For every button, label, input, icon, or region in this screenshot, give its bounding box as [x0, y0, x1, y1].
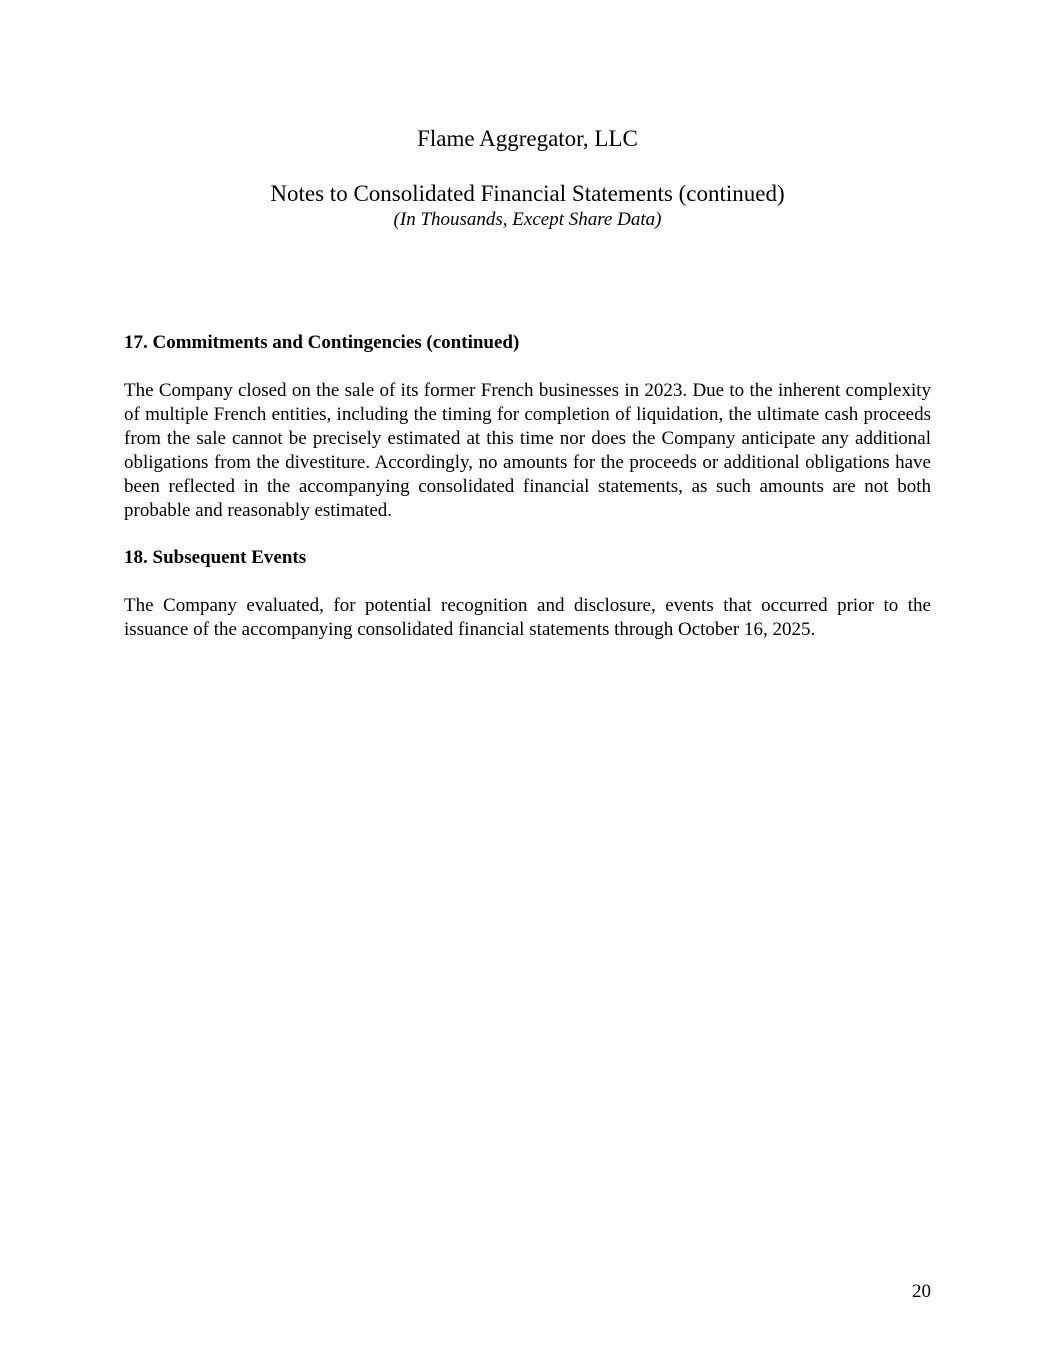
page-subtitle: (In Thousands, Except Share Data) [393, 209, 662, 230]
section-heading-subsequent-events: 18. Subsequent Events [124, 547, 307, 568]
page-number: 20 [912, 1281, 931, 1302]
section-heading-commitments: 17. Commitments and Contingencies (continued) [124, 332, 520, 353]
section-body-commitments: The Company closed on the sale of its former French businesses in 2023. Due to the inherent complexity of multiple French entities, including the timing for completion of liquidation, the ultimate cash proceeds from the sale cannot be precisely estimated at this time nor does the Company anticipate any additional obligations from the divestiture. Accordingly, no amounts for the proceeds or additional obligations have been reflected in the accompanying consolidated financial statements, as such amounts are not both probable and reasonably estimated. [124, 380, 931, 521]
company-name: Flame Aggregator, LLC [417, 126, 638, 151]
page-title: Notes to Consolidated Financial Statements (continued) [270, 181, 785, 206]
section-body-subsequent-events: The Company evaluated, for potential recognition and disclosure, events that occurred prior to the issuance of the accompanying consolidated financial statements through October 16, 2025. [124, 595, 931, 640]
